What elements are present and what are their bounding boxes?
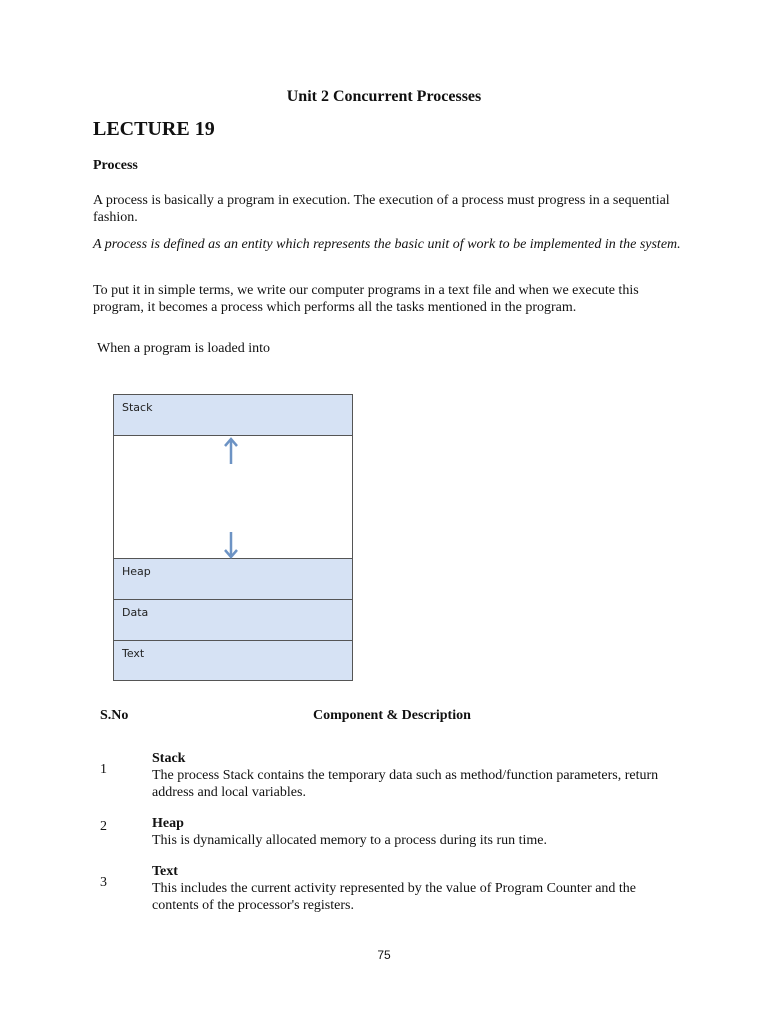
component-name: Text: [152, 864, 178, 879]
memory-segment-text: [114, 641, 352, 680]
memory-segment-data: [114, 600, 352, 641]
unit-title: Unit 2 Concurrent Processes: [286, 88, 482, 105]
table-row: [152, 815, 672, 849]
component-name: Stack: [152, 751, 186, 766]
table-header-component: Component & Description: [313, 708, 471, 723]
lecture-title: LECTURE 19: [93, 118, 215, 140]
section-heading: Process: [93, 158, 138, 173]
memory-free-space: [114, 436, 352, 559]
paragraph-definition: A process is basically a program in execution. The execution of a process must progress in a sequential fashion.: [93, 193, 670, 225]
component-description: This includes the current activity represented by the value of Program Counter and the contents of the processor's registers.: [152, 881, 637, 913]
table-row-number: 3: [100, 875, 107, 890]
segment-label: Text: [122, 647, 145, 660]
table-row-number: 2: [100, 819, 107, 834]
truncated-line: When a program is loaded into: [97, 341, 271, 356]
component-description: The process Stack contains the temporary data such as method/function parameters, return address and local variables.: [152, 768, 659, 800]
component-description: This is dynamically allocated memory to a process during its run time.: [152, 833, 548, 848]
segment-label: Heap: [122, 565, 151, 578]
paragraph-simple-terms: To put it in simple terms, we write our computer programs in a text file and when we execute this program, it becomes a process which performs all the tasks mentioned in the program.: [93, 283, 639, 315]
arrow-up-icon: [222, 436, 240, 466]
table-row: [152, 863, 672, 914]
segment-label: Data: [122, 606, 149, 619]
memory-segment-heap: [114, 559, 352, 600]
segment-label: Stack: [122, 401, 153, 414]
paragraph-entity: A process is defined as an entity which represents the basic unit of work to be implemented in the system.: [93, 237, 681, 252]
table-row-number: 1: [100, 762, 107, 777]
arrow-down-icon: [222, 530, 240, 560]
memory-segment-stack: [114, 395, 352, 436]
process-memory-diagram: [113, 394, 353, 681]
table-header-sno: S.No: [100, 708, 129, 723]
table-row: [152, 750, 672, 801]
page-number: 75: [377, 948, 391, 962]
component-name: Heap: [152, 816, 184, 831]
